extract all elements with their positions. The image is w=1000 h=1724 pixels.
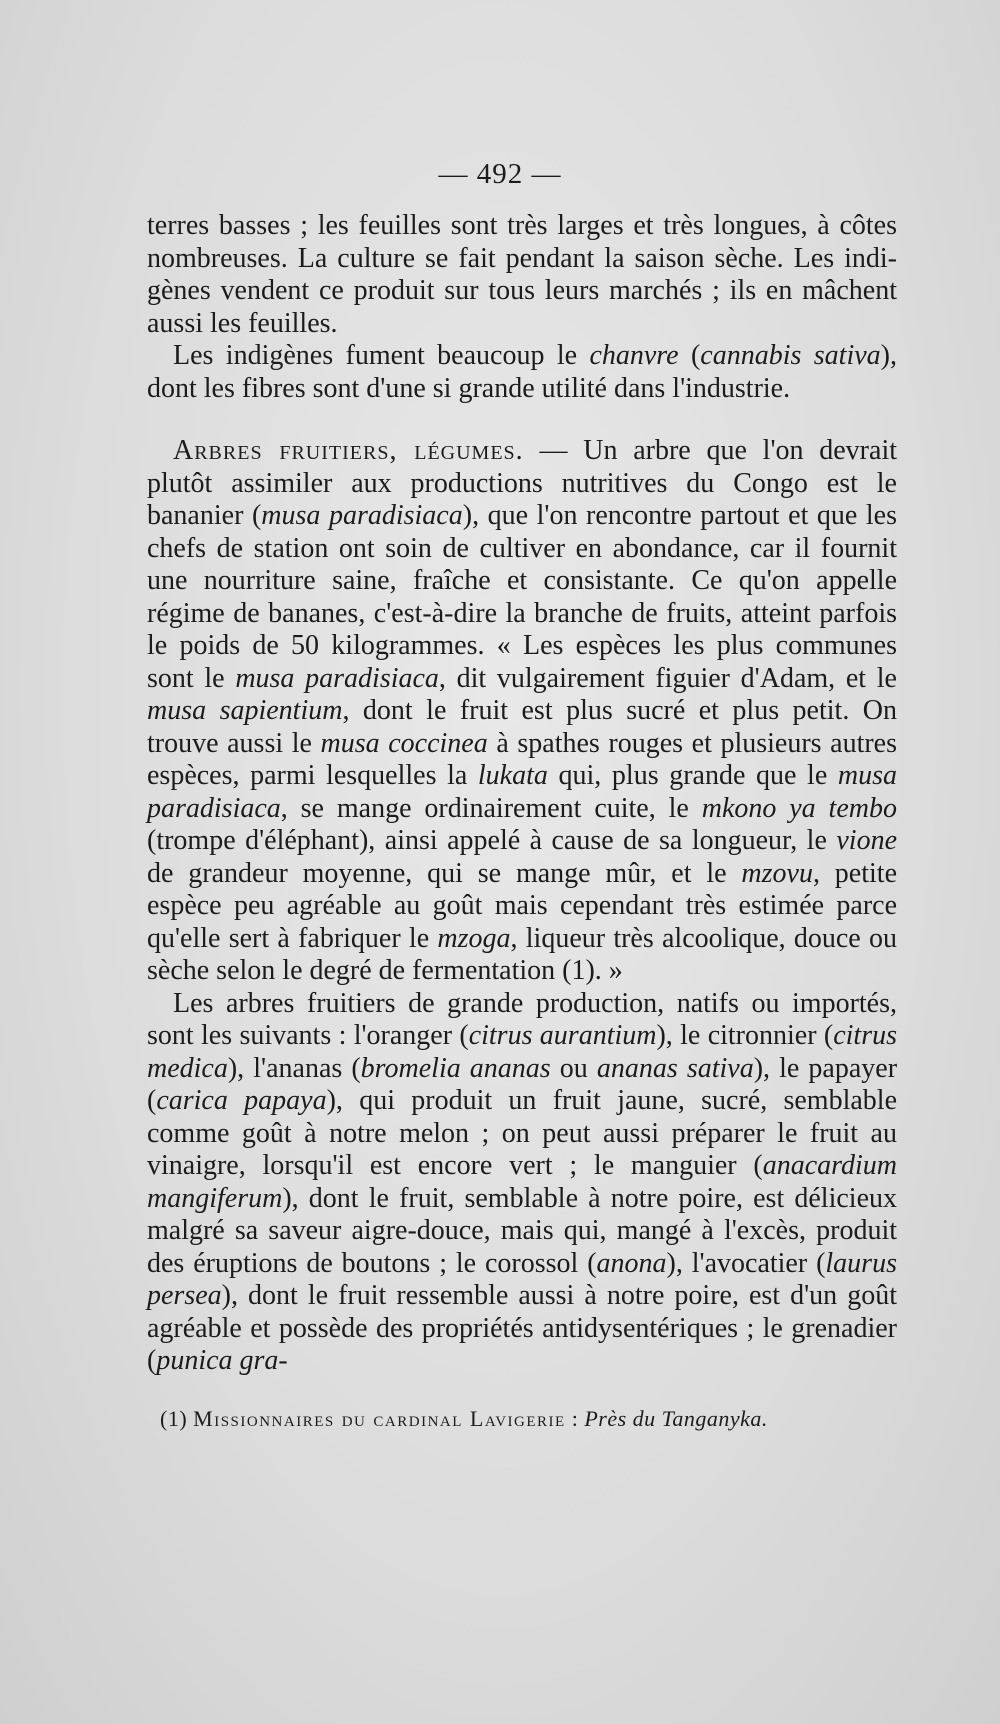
paragraph-3-italic: musa sapientium bbox=[147, 695, 343, 726]
paragraph-3-text: — Un arbre que l'on devrait plutôt assimiler aux productions nutritives du Congo est le bananier ( bbox=[147, 435, 897, 531]
footnote bbox=[160, 1406, 900, 1432]
paragraph-4-italic: citrus aurantium bbox=[468, 1020, 657, 1051]
paragraph-4-text: Les arbres fruitiers de grande production, natifs ou importés, sont les suivants : l'oranger ( bbox=[147, 987, 897, 1051]
paragraph-4-text: ), qui produit un fruit jaune, sucré, semblable comme goût à notre melon ; on peut aussi préparer le fruit au vinaigre, lorsqu'il est encore vert ; le manguier ( bbox=[147, 1085, 897, 1181]
paragraph-4-text: ), l'ananas ( bbox=[227, 1052, 361, 1084]
paragraph-3-text: , dont le fruit est plus sucré et plus petit. On trouve aussi le bbox=[147, 695, 898, 759]
paragraph-4-italic: citrus medica bbox=[147, 1020, 897, 1084]
paragraph-4-text: ), dont le fruit ressemble aussi à notre poire, est d'un goût agréable et possède des propriétés antidysentériques ; le grenadier ( bbox=[147, 1280, 897, 1376]
footnote-marker: (1) bbox=[160, 1406, 194, 1431]
paragraph-4 bbox=[147, 988, 897, 1378]
paragraph-1 bbox=[147, 210, 897, 340]
page-number: — 492 — bbox=[438, 158, 562, 190]
paragraph-4-italic: laurus persea bbox=[147, 1247, 897, 1311]
paragraph-4-italic: anacardium mangiferum bbox=[147, 1150, 897, 1214]
paragraph-3 bbox=[147, 435, 897, 988]
paragraph-4-italic: ananas sativa bbox=[596, 1052, 754, 1084]
paragraph-3-text: , liqueur très alcoolique, douce ou sèche selon le degré de fermentation (1). » bbox=[147, 922, 897, 986]
paragraph-3-text: , dit vulgairement figuier d'Adam, et le bbox=[438, 662, 897, 694]
paragraph-3-text: , se mange ordinairement cuite, le bbox=[280, 792, 702, 824]
paragraph-3-text: qui, plus grande que le bbox=[547, 760, 838, 791]
footnote-source: Missionnaires du cardinal Lavigerie bbox=[193, 1406, 566, 1431]
paragraph-3-italic: mzoga bbox=[437, 922, 511, 954]
paragraph-2 bbox=[147, 340, 897, 405]
paragraph-2-text: Les indigènes fument beaucoup le bbox=[173, 340, 590, 371]
paragraph-3-text: , petite espèce peu agréable au goût mais cependant très estimée parce qu'elle sert à fabriquer le bbox=[147, 857, 898, 954]
paragraph-3-italic: lukata bbox=[477, 760, 548, 791]
paragraph-4-italic: bromelia ananas bbox=[360, 1052, 551, 1084]
paragraph-3-italic: musa paradisiaca bbox=[147, 760, 897, 824]
paragraph-4-italic: carica papaya bbox=[156, 1085, 327, 1116]
paragraph-4-text: ), le citronnier ( bbox=[656, 1020, 834, 1051]
paragraph-1-line-4: aussi les feuilles. bbox=[147, 307, 338, 339]
paragraph-2-text: ), dont les fibres sont d'une si grande utilité dans l'industrie. bbox=[147, 340, 897, 404]
paragraph-3-italic: musa paradisiaca bbox=[235, 662, 439, 694]
footnote-separator: : bbox=[565, 1406, 585, 1431]
body-text bbox=[147, 210, 897, 1378]
paragraph-4-text: ), l'avocatier ( bbox=[666, 1247, 826, 1279]
paragraph-3-italic: musa coccinea bbox=[320, 727, 488, 759]
paragraph-4-italic: anona bbox=[596, 1247, 667, 1279]
paragraph-1-line-1: terres basses ; les feuilles sont très larges et très longues, à côtes bbox=[147, 210, 897, 241]
paragraph-4-text: ou bbox=[550, 1052, 597, 1084]
paragraph-2-italic: cannabis sativa bbox=[700, 340, 881, 371]
paragraph-3-text: de grandeur moyenne, qui se mange mûr, et le bbox=[147, 857, 742, 889]
paragraph-3-text: ), que l'on rencontre partout et que les chefs de station ont soin de cultiver en abondance, car il fournit une nourriture saine, fraîche et consistante. Ce qu'on appelle régime de bananes, c'est-à-dire la branche de fruits, atteint parfois le poids de 50 kilogrammes. « Les espèces les plus communes sont le bbox=[147, 500, 897, 694]
section-heading: Arbres fruitiers, légumes. bbox=[173, 435, 524, 466]
paragraph-3-italic: musa paradisiaca bbox=[261, 500, 463, 531]
paragraph-4-italic: punica gra- bbox=[156, 1345, 288, 1376]
paragraph-2-text: ( bbox=[678, 340, 701, 371]
footnote-title: Près du Tanganyka. bbox=[584, 1406, 768, 1431]
paragraph-3-italic: vione bbox=[836, 825, 897, 856]
paragraph-2-italic: chanvre bbox=[589, 340, 679, 371]
paragraph-3-italic: mzovu bbox=[741, 857, 813, 889]
paragraph-3-italic: mkono ya tembo bbox=[701, 792, 897, 824]
paragraph-1-line-2: nombreuses. La culture se fait pendant la saison sèche. Les indi- bbox=[147, 242, 897, 274]
paragraph-1-line-3: gènes vendent ce produit sur tous leurs marchés ; ils en mâchent bbox=[147, 275, 897, 306]
paragraph-3-text: à spathes rouges et plusieurs autres espèces, parmi lesquelles la bbox=[147, 727, 898, 791]
paragraph-4-text: ), le papayer ( bbox=[147, 1052, 898, 1116]
paragraph-4-text: ), dont le fruit, semblable à notre poire, est délicieux malgré sa saveur aigre-douce, mais qui, mangé à l'excès, produit des éruptions de boutons ; le corossol ( bbox=[147, 1182, 897, 1279]
paragraph-3-text: (trompe d'éléphant), ainsi appelé à cause de sa longueur, le bbox=[147, 825, 837, 856]
